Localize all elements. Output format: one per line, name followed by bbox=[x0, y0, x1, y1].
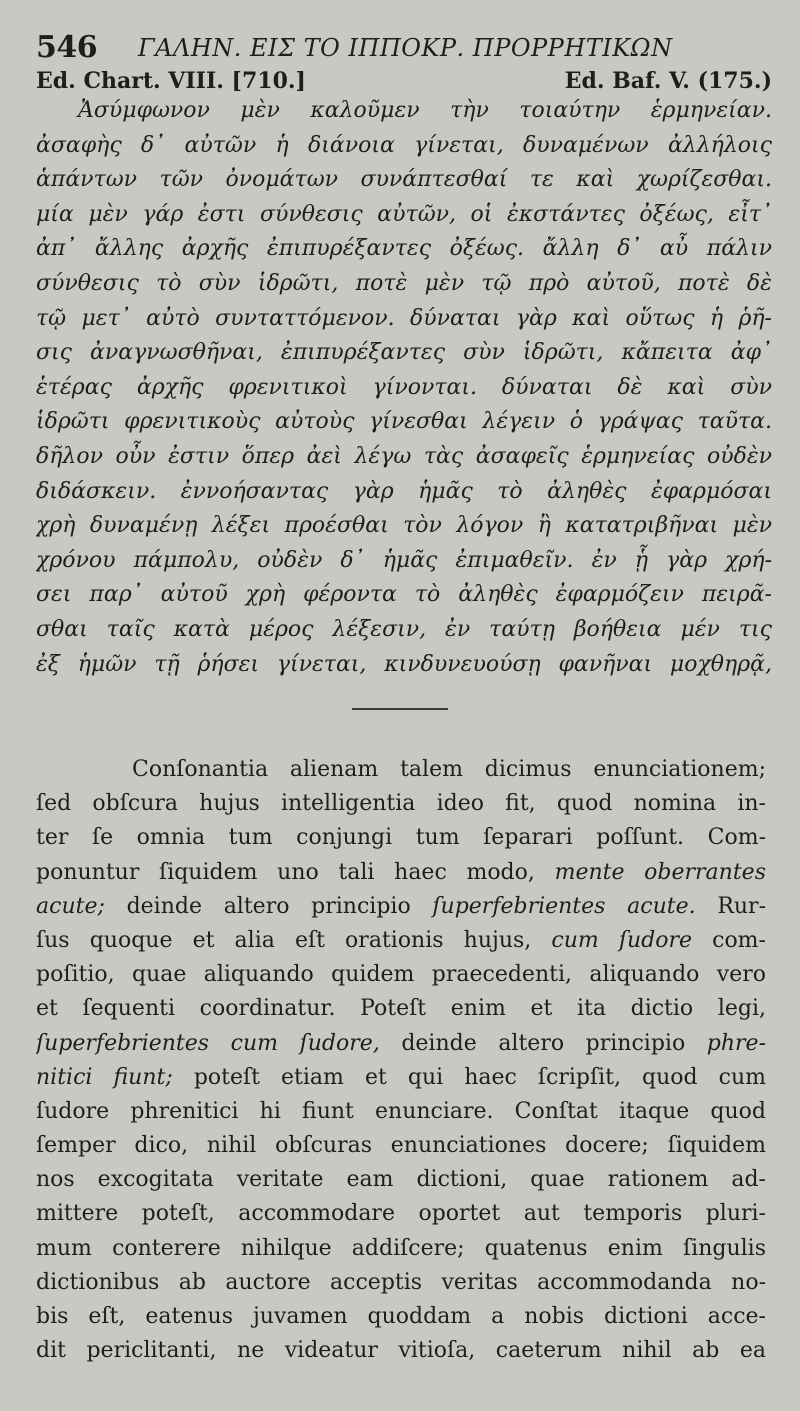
greek-text-line: ἀσαφὴς δ᾽ αὐτῶν ἡ διάνοια γίνεται, δυναμένων ἀλλήλοις bbox=[36, 132, 772, 158]
latin-text-segment: dit periclitanti, ne videatur vitioſa, caeterum nihil ab ea bbox=[36, 1338, 766, 1364]
latin-text-line bbox=[36, 787, 766, 821]
latin-text-line bbox=[36, 1027, 766, 1061]
latin-text-segment: Conſonantia alienam talem dicimus enunciationem; bbox=[132, 757, 766, 782]
latin-text-line bbox=[36, 753, 766, 787]
latin-text-segment: com- bbox=[692, 927, 766, 953]
latin-text-line bbox=[36, 1232, 766, 1266]
greek-text-block bbox=[36, 94, 772, 682]
latin-italic-segment: ſuperfebrientes acute. bbox=[432, 893, 696, 919]
latin-italic-segment: mente oberrantes bbox=[554, 859, 766, 885]
greek-text-line: ἀπ᾽ ἄλλης ἀρχῆς ἐπιπυρέξαντες ὀξέως. ἄλλη δ᾽ αὖ πάλιν bbox=[36, 236, 772, 262]
latin-italic-segment: phre- bbox=[706, 1030, 766, 1056]
greek-text-line: τῷ μετ᾽ αὐτὸ συνταττόμενον. δύναται γὰρ καὶ οὕτως ἡ ῥῆ- bbox=[36, 305, 772, 331]
latin-text-line bbox=[36, 1095, 766, 1129]
edition-basel-reference: Ed. Baf. V. (175.) bbox=[564, 68, 772, 94]
latin-text-line bbox=[36, 890, 766, 924]
latin-text-line bbox=[36, 1129, 766, 1163]
greek-text-line: Ἀσύμφωνον μὲν καλοῦμεν τὴν τοιαύτην ἑρμηνείαν. bbox=[78, 98, 772, 123]
latin-text-segment: poſitio, quae aliquando quidem praecedenti, aliquando vero bbox=[36, 962, 766, 988]
latin-text-segment: ponuntur ſiquidem uno tali haec modo, bbox=[36, 859, 555, 885]
latin-italic-segment: ſuperfebrientes cum ſudore, bbox=[36, 1030, 380, 1056]
greek-text-line: δῆλον οὖν ἐστιν ὅπερ ἀεὶ λέγω τὰς ἀσαφεῖς ἑρμηνείας οὐδὲν bbox=[36, 443, 772, 469]
latin-text-segment: mum conterere nihilque addiſcere; quatenus enim ſingulis bbox=[36, 1235, 766, 1261]
latin-text-segment: dictionibus ab auctore acceptis veritas accommodanda no- bbox=[36, 1269, 766, 1295]
latin-text-line bbox=[36, 958, 766, 992]
greek-text-line: μία μὲν γάρ ἐστι σύνθεσις αὐτῶν, οἱ ἐκστάντες ὀξέως, εἶτ᾽ bbox=[36, 201, 772, 227]
greek-text-line: χρόνου πάμπολυ, οὐδὲν δ᾽ ἡμᾶς ἐπιμαθεῖν. ἐν ᾗ γὰρ χρή- bbox=[36, 547, 772, 573]
latin-text-segment: nos excogitata veritate eam dictioni, quae rationem ad- bbox=[36, 1167, 766, 1193]
greek-text-line: σθαι ταῖς κατὰ μέρος λέξεσιν, ἐν ταύτῃ βοήθεια μέν τις bbox=[36, 616, 772, 642]
latin-text-line bbox=[36, 924, 766, 958]
greek-text-line: διδάσκειν. ἐννοήσαντας γὰρ ἡμᾶς τὸ ἀληθὲς ἐφαρμόσαι bbox=[36, 478, 772, 504]
greek-text-line: σύνθεσις τὸ σὺν ἱδρῶτι, ποτὲ μὲν τῷ πρὸ αὐτοῦ, ποτὲ δὲ bbox=[36, 270, 772, 296]
latin-text-segment: ſed obſcura hujus intelligentia ideo fit, quod nomina in- bbox=[36, 791, 766, 817]
latin-text-segment: poteſt etiam et qui haec ſcripſit, quod cum bbox=[172, 1064, 766, 1090]
section-divider bbox=[352, 708, 448, 710]
page-header bbox=[36, 28, 772, 68]
latin-text-line bbox=[36, 1300, 766, 1334]
latin-text-line bbox=[36, 1266, 766, 1300]
latin-text-segment: et ſequenti coordinatur. Poteſt enim et ita dictio legi, bbox=[36, 996, 766, 1022]
latin-text-segment: Rur- bbox=[695, 893, 766, 919]
latin-text-segment: ſus quoque et alia eſt orationis hujus, bbox=[36, 927, 552, 953]
latin-text-line bbox=[36, 821, 766, 855]
latin-text-segment: deinde altero principio bbox=[104, 893, 433, 919]
latin-text-line bbox=[36, 856, 766, 890]
page-number: 546 bbox=[36, 30, 98, 65]
latin-text-line bbox=[36, 1197, 766, 1231]
greek-text-line: ἐξ ἡμῶν τῇ ῥήσει γίνεται, κινδυνευούσῃ φανῆναι μοχθηρᾷ, bbox=[36, 651, 772, 677]
edition-references bbox=[36, 68, 772, 96]
greek-text-line: ἱδρῶτι φρενιτικοὺς αὐτοὺς γίνεσθαι λέγειν ὁ γράψας ταῦτα. bbox=[36, 409, 772, 435]
latin-text-segment: deinde altero principio bbox=[379, 1030, 707, 1056]
latin-italic-segment: nitici fiunt; bbox=[36, 1064, 173, 1090]
latin-translation-block bbox=[36, 753, 766, 1368]
latin-text-segment: ſudore phrenitici hi fiunt enunciare. Conſtat itaque quod bbox=[36, 1098, 766, 1124]
latin-text-segment: ſemper dico, nihil obſcuras enunciationes docere; ſiquidem bbox=[36, 1133, 766, 1159]
running-title: ΓΑΛΗΝ. ΕΙΣ ΤΟ ΙΠΠΟΚΡ. ΠΡΟΡΡΗΤΙΚΩΝ bbox=[138, 34, 673, 62]
greek-text-line: σις ἀναγνωσθῆναι, ἐπιπυρέξαντες σὺν ἱδρῶτι, κἄπειτα ἀφ᾽ bbox=[36, 340, 772, 366]
latin-italic-segment: cum ſudore bbox=[551, 927, 693, 953]
greek-text-line: ἁπάντων τῶν ὀνομάτων συνάπτεσθαί τε καὶ χωρίζεσθαι. bbox=[36, 167, 772, 193]
edition-chartier-reference: Ed. Chart. VIII. [710.] bbox=[36, 68, 306, 94]
latin-text-line bbox=[36, 1061, 766, 1095]
greek-text-line: ἑτέρας ἀρχῆς φρενιτικοὶ γίνονται. δύναται δὲ καὶ σὺν bbox=[36, 374, 772, 400]
latin-text-segment: bis eſt, eatenus juvamen quoddam a nobis dictioni acce- bbox=[36, 1304, 766, 1329]
latin-text-line bbox=[36, 992, 766, 1026]
latin-text-segment: ter ſe omnia tum conjungi tum ſeparari poſſunt. Com- bbox=[36, 825, 766, 851]
latin-italic-segment: acute; bbox=[36, 893, 105, 919]
greek-text-line: σει παρ᾽ αὐτοῦ χρὴ φέροντα τὸ ἀληθὲς ἐφαρμόζειν πειρᾶ- bbox=[36, 582, 772, 608]
latin-text-segment: mittere poteſt, accommodare oportet aut temporis pluri- bbox=[36, 1201, 766, 1227]
greek-text-line: χρὴ δυναμένῃ λέξει προέσθαι τὸν λόγον ἢ κατατριβῆναι μὲν bbox=[36, 513, 772, 539]
latin-text-line bbox=[36, 1334, 766, 1368]
latin-text-line bbox=[36, 1163, 766, 1197]
